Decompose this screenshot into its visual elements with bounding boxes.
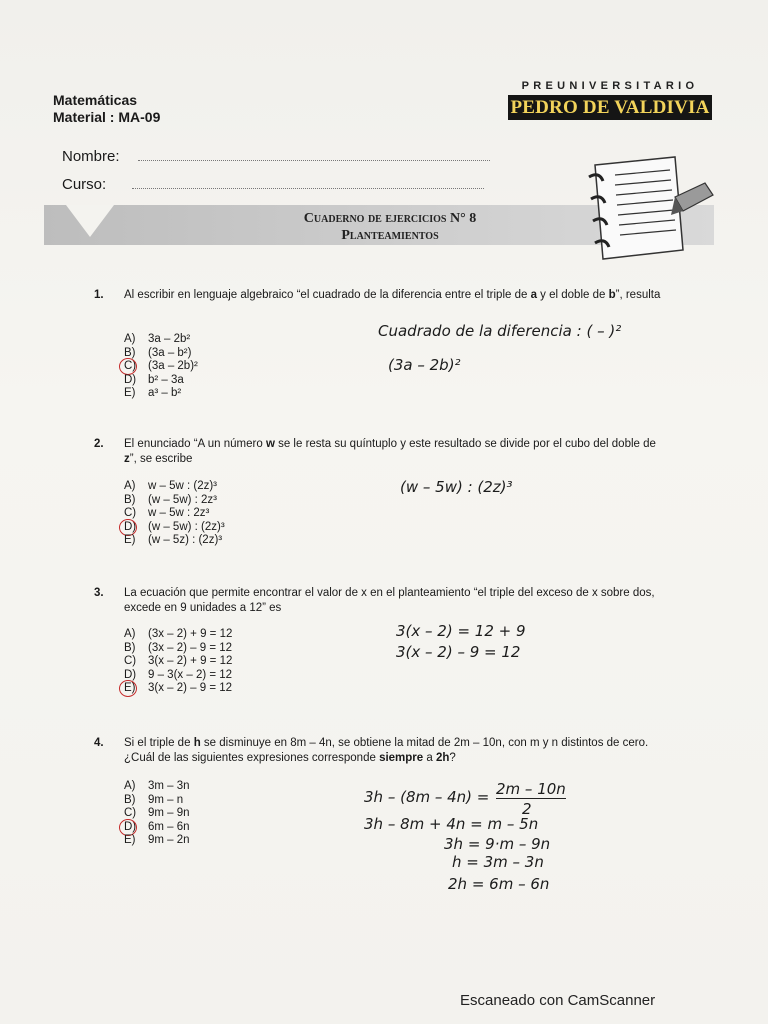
- question-stem: La ecuación que permite encontrar el valor de x en el planteamiento “el triple del exceso de x sobre dos, excede en 9 unidades a 12” es: [124, 587, 655, 614]
- option-e[interactable]: E) 3(x – 2) – 9 = 12: [124, 682, 232, 696]
- option-e[interactable]: E) a³ – b²: [124, 387, 182, 400]
- option-e[interactable]: E) (w – 5z) : (2z)³: [124, 534, 223, 547]
- brand-name-text: PEDRO DE VALDIVIA: [508, 95, 712, 120]
- handwritten-note: (3a – 2b)²: [388, 356, 461, 374]
- course-label: Curso:: [62, 176, 107, 193]
- scanner-watermark: Escaneado con CamScanner: [460, 992, 656, 1009]
- answer-circle: [119, 519, 137, 536]
- option-b[interactable]: B) (3x – 2) – 9 = 12: [124, 641, 233, 654]
- course-field: [62, 176, 484, 193]
- question-number: 2.: [94, 438, 104, 450]
- question-2-options: [124, 480, 225, 548]
- option-c[interactable]: C) w – 5w : 2z³: [124, 507, 210, 520]
- band-notch: [66, 205, 114, 237]
- question-1-options: [124, 333, 198, 401]
- workbook-title-line2: Planteamientos: [341, 228, 439, 243]
- option-c[interactable]: C) (3a – 2b)²: [124, 360, 198, 374]
- course-line: [132, 176, 484, 189]
- option-d[interactable]: D) b² – 3a: [124, 373, 184, 386]
- handwritten-note: h = 3m – 3n: [452, 853, 544, 871]
- question-number: 4.: [94, 737, 104, 749]
- subject-title: Matemáticas: [53, 92, 138, 108]
- question-number: 3.: [94, 587, 104, 599]
- handwritten-note: 2h = 6m – 6n: [448, 875, 550, 893]
- option-d[interactable]: D) (w – 5w) : (2z)³: [124, 521, 225, 535]
- option-c[interactable]: C) 9m – 9n: [124, 807, 190, 820]
- handwritten-note: 3h – 8m + 4n = m – 5n: [364, 815, 539, 833]
- question-number: 1.: [94, 289, 104, 301]
- handwritten-note: Cuadrado de la diferencia : ( – )²: [378, 322, 622, 340]
- question-stem: Al escribir en lenguaje algebraico “el cuadrado de la diferencia entre el triple de a y el doble de b”, resulta: [124, 289, 661, 301]
- notebook-pencil-icon: [575, 155, 715, 265]
- workbook-title: [240, 210, 540, 244]
- option-e[interactable]: E) 9m – 2n: [124, 834, 190, 847]
- name-label: Nombre:: [62, 148, 120, 165]
- header-subject-block: [53, 92, 160, 126]
- option-b[interactable]: B) (w – 5w) : 2z³: [124, 493, 218, 506]
- name-field: [62, 148, 490, 165]
- question-stem: Si el triple de h se disminuye en 8m – 4n, se obtiene la mitad de 2m – 10n, con m y n distintos de cero. ¿Cuál de las siguientes expresiones corresponde siempre a 2h?: [124, 737, 649, 764]
- name-line: [138, 148, 490, 161]
- brand-top-text: PREUNIVERSITARIO: [521, 80, 699, 92]
- option-d[interactable]: D) 9 – 3(x – 2) = 12: [124, 668, 233, 681]
- option-a[interactable]: A) w – 5w : (2z)³: [124, 480, 218, 492]
- answer-circle: [119, 819, 137, 836]
- option-c[interactable]: C) 3(x – 2) + 9 = 12: [124, 655, 233, 668]
- option-a[interactable]: A) (3x – 2) + 9 = 12: [124, 628, 233, 640]
- handwritten-fraction-denominator: 2: [522, 800, 532, 818]
- handwritten-fraction-numerator: 2m – 10n: [496, 780, 566, 798]
- handwritten-note: (w – 5w) : (2z)³: [400, 478, 513, 496]
- material-code: Material : MA-09: [53, 109, 161, 125]
- handwritten-note: 3h – (8m – 4n) =: [364, 788, 490, 806]
- question-4-options: [124, 780, 190, 848]
- option-d[interactable]: D) 6m – 6n: [124, 821, 190, 835]
- workbook-title-line1: Cuaderno de ejercicios N° 8: [303, 211, 477, 226]
- option-b[interactable]: B) (3a – b²): [124, 346, 192, 359]
- option-a[interactable]: A) 3a – 2b²: [124, 333, 191, 345]
- handwritten-note: 3(x – 2) = 12 + 9: [396, 622, 526, 640]
- question-stem: El enunciado “A un número w se le resta su quíntuplo y este resultado se divide por el cubo del doble de z”, se escribe: [124, 438, 656, 465]
- option-a[interactable]: A) 3m – 3n: [124, 780, 190, 792]
- brand-logo: [508, 80, 712, 120]
- question-3-options: [124, 628, 232, 696]
- handwritten-note: 3h = 9·m – 9n: [444, 835, 551, 853]
- handwritten-note: 3(x – 2) – 9 = 12: [396, 643, 521, 661]
- option-b[interactable]: B) 9m – n: [124, 793, 184, 806]
